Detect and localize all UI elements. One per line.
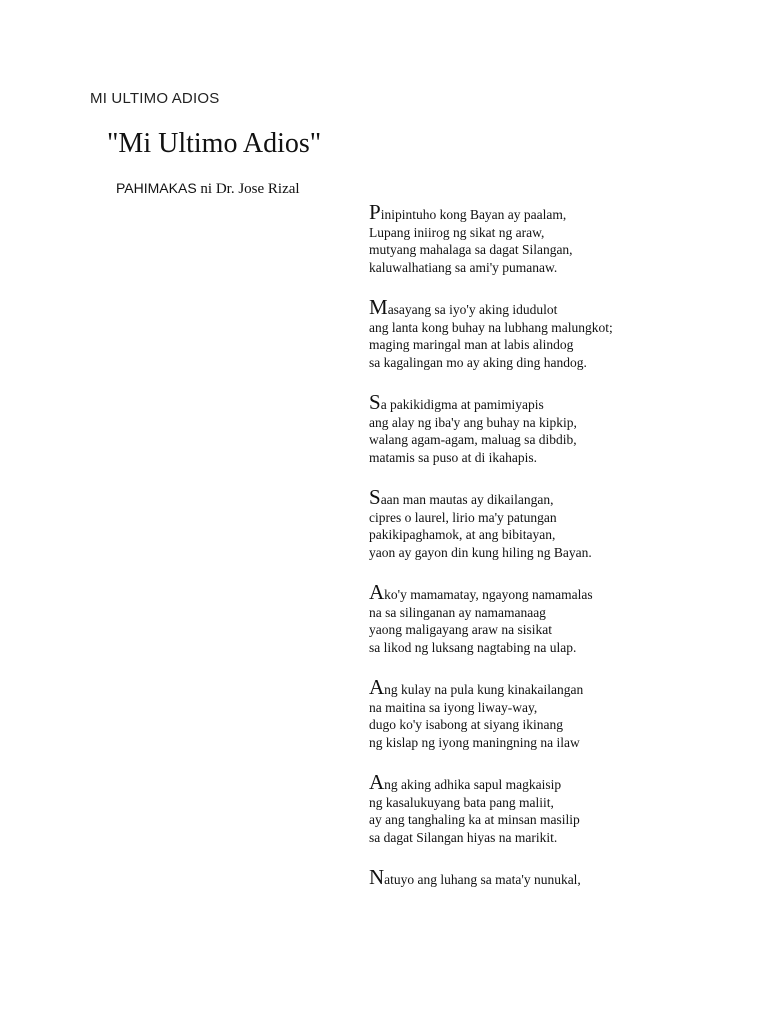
stanza-first-line bbox=[369, 390, 759, 414]
verse-line: dugo ko'y isabong at siyang ikinang bbox=[369, 717, 564, 732]
drop-cap: S bbox=[369, 390, 381, 414]
subtitle-pahimakas: PAHIMAKAS bbox=[116, 180, 197, 196]
stanza-7 bbox=[369, 770, 759, 846]
drop-cap: A bbox=[369, 770, 385, 794]
stanza-first-line bbox=[369, 770, 759, 794]
verse-line: ay ang tanghaling ka at minsan masilip bbox=[369, 812, 580, 827]
verse-line: mutyang mahalaga sa dagat Silangan, bbox=[369, 242, 573, 257]
verse-line: yaon ay gayon din kung hiling ng Bayan. bbox=[369, 544, 592, 560]
verse-line: sa kagalingan mo ay aking ding handog. bbox=[369, 354, 587, 370]
poem-body bbox=[369, 200, 759, 912]
poem-title: "Mi Ultimo Adios" bbox=[107, 128, 322, 159]
verse-line: matamis sa puso at di ikahapis. bbox=[369, 449, 537, 465]
stanza-5 bbox=[369, 580, 759, 656]
stanza-first-line bbox=[369, 485, 759, 509]
stanza-first-line bbox=[369, 200, 759, 224]
document-header: MI ULTIMO ADIOS bbox=[90, 90, 220, 107]
stanza-6 bbox=[369, 675, 759, 751]
drop-cap: N bbox=[369, 865, 385, 889]
stanza-first-line bbox=[369, 675, 759, 699]
first-line-text: atuyo ang luhang sa mata'y nunukal, bbox=[384, 872, 581, 887]
verse-line: sa dagat Silangan hiyas na marikit. bbox=[369, 829, 558, 845]
verse-line: Lupang iniirog ng sikat ng araw, bbox=[369, 224, 545, 240]
first-line-text: a pakikidigma at pamimiyapis bbox=[380, 397, 544, 412]
verse-line: ng kislap ng iyong maningning na ilaw bbox=[369, 734, 580, 750]
subtitle-author: ni Dr. Jose Rizal bbox=[196, 181, 300, 197]
verse-line: pakikipaghamok, at ang bibitayan, bbox=[369, 527, 556, 542]
stanza-first-line bbox=[369, 580, 759, 604]
verse-line: walang agam-agam, maluag sa dibdib, bbox=[369, 432, 577, 447]
verse-line: kaluwalhatiang sa ami'y pumanaw. bbox=[369, 259, 558, 275]
verse-line: maging maringal man at labis alindog bbox=[369, 337, 574, 352]
verse-line: ang alay ng iba'y ang buhay na kipkip, bbox=[369, 414, 577, 430]
stanza-first-line bbox=[369, 295, 759, 319]
first-line-text: ng aking adhika sapul magkaisip bbox=[384, 777, 562, 792]
poem-subtitle bbox=[116, 180, 300, 198]
stanza-3 bbox=[369, 390, 759, 466]
first-line-text: aan man mautas ay dikailangan, bbox=[380, 492, 554, 507]
drop-cap: A bbox=[369, 675, 385, 699]
verse-line: ng kasalukuyang bata pang maliit, bbox=[369, 794, 554, 810]
verse-line: sa likod ng luksang nagtabing na ulap. bbox=[369, 639, 577, 655]
verse-line: na sa silinganan ay namamanaag bbox=[369, 604, 546, 620]
verse-line: na maitina sa iyong liway-way, bbox=[369, 699, 538, 715]
drop-cap: M bbox=[369, 295, 388, 319]
first-line-text: asayang sa iyo'y aking idudulot bbox=[387, 302, 558, 317]
stanza-first-line bbox=[369, 865, 759, 889]
first-line-text: inipintuho kong Bayan ay paalam, bbox=[380, 207, 567, 222]
stanza-4 bbox=[369, 485, 759, 561]
first-line-text: ko'y mamamatay, ngayong namamalas bbox=[384, 587, 593, 602]
stanza-2 bbox=[369, 295, 759, 371]
stanza-8 bbox=[369, 865, 759, 889]
drop-cap: S bbox=[369, 485, 381, 509]
verse-line: yaong maligayang araw na sisikat bbox=[369, 622, 552, 637]
drop-cap: A bbox=[369, 580, 385, 604]
drop-cap: P bbox=[369, 200, 381, 224]
verse-line: ang lanta kong buhay na lubhang malungkot; bbox=[369, 319, 613, 335]
first-line-text: ng kulay na pula kung kinakailangan bbox=[384, 682, 584, 697]
verse-line: cipres o laurel, lirio ma'y patungan bbox=[369, 509, 557, 525]
stanza-1 bbox=[369, 200, 759, 276]
